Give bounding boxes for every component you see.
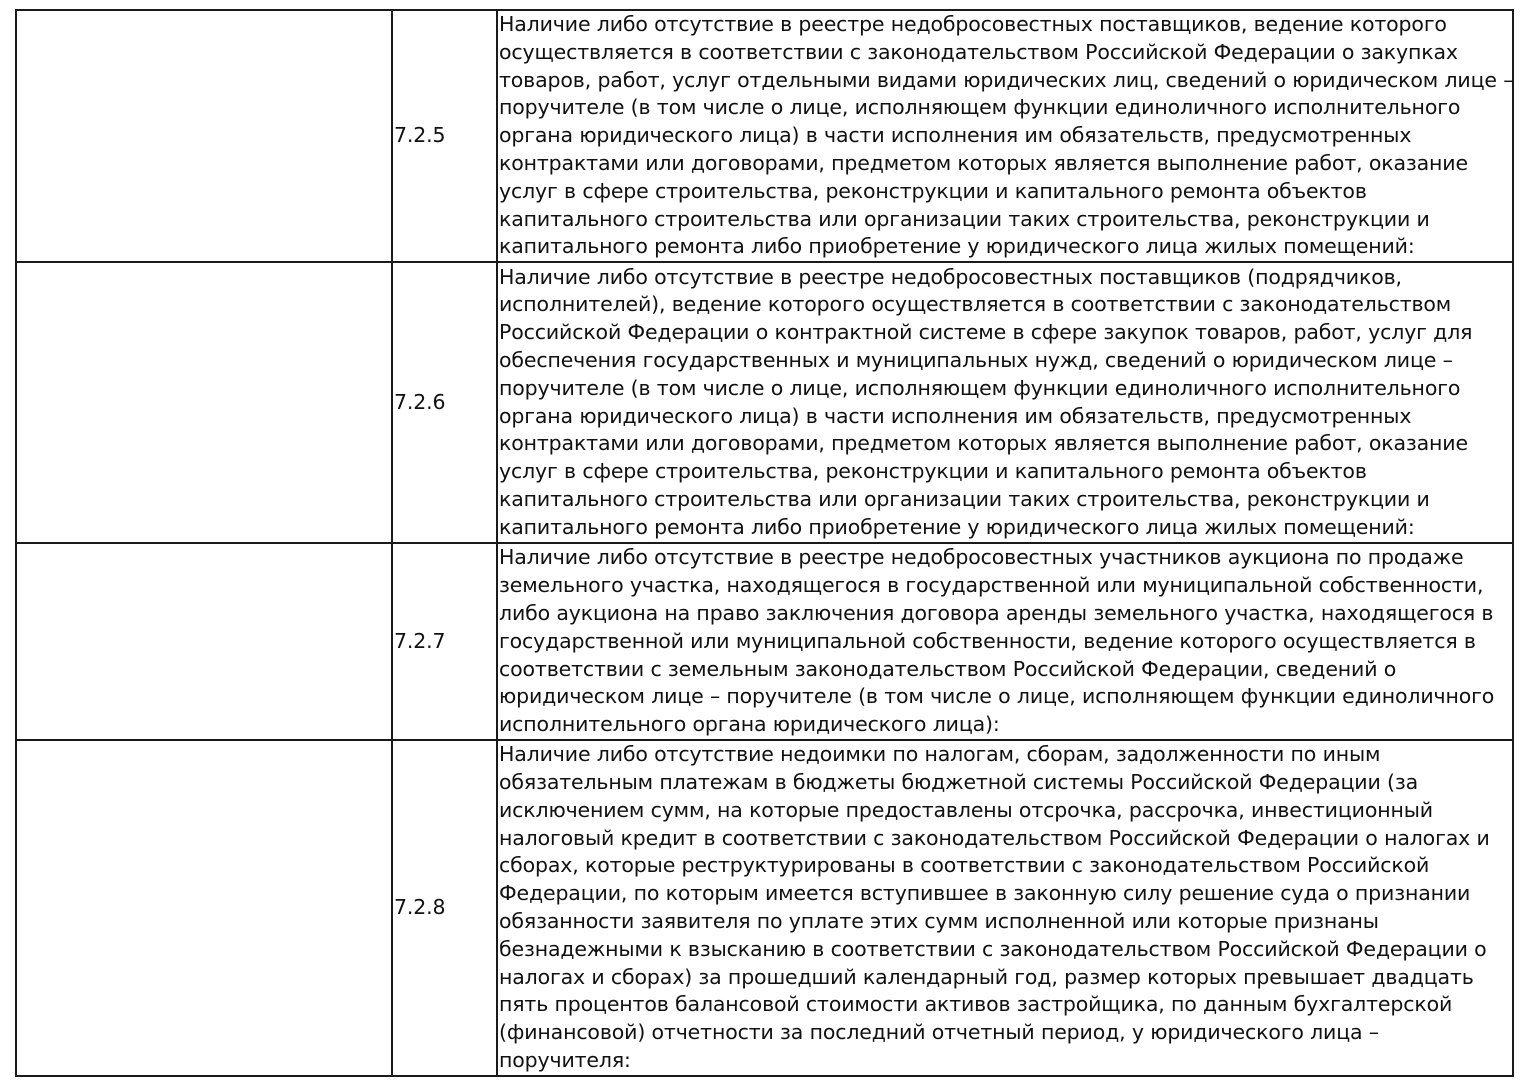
description-line: Наличие либо отсутствие в реестре недобросовестных поставщиков, ведение которого xyxy=(499,12,1447,36)
description-line: контрактами или договорами, предметом которых является выполнение работ, оказание xyxy=(499,431,1468,456)
item-number: 7.2.5 xyxy=(392,10,497,262)
description-line: поручителе (в том числе о лице, исполняющем функции единоличного исполнительного xyxy=(499,375,1461,400)
description-line: органа юридического лица) в части исполнения им обязательств, предусмотренных xyxy=(499,403,1412,428)
description-line: услуг в сфере строительства, реконструкции и капитального ремонта объектов xyxy=(499,178,1367,203)
item-number: 7.2.7 xyxy=(392,543,497,740)
description-line: исключением сумм, на которые предоставлены отсрочка, рассрочка, инвестиционный xyxy=(499,797,1433,822)
description-line: обязанности заявителя по уплате этих сумм исполненной или которые признаны xyxy=(499,908,1379,933)
requirements-table xyxy=(15,9,1514,1077)
description-line: юридическом лице – поручителе (в том числе о лице, исполняющем функции единоличного xyxy=(499,684,1495,709)
description-line: исполнителей), ведение которого осуществляется в соответствии с законодательством xyxy=(499,292,1452,317)
table-row xyxy=(16,740,1513,1076)
description-line: осуществляется в соответствии с законодательством Российской Федерации о закупках xyxy=(499,39,1458,64)
description-line: капитального строительства или организации таких строительства, реконструкции и xyxy=(499,206,1430,231)
description-line: Наличие либо отсутствие в реестре недобросовестных поставщиков (подрядчиков, xyxy=(499,264,1402,289)
description-line: Наличие либо отсутствие недоимки по налогам, сборам, задолженности по иным xyxy=(499,742,1381,767)
description-line: исполнительного органа юридического лица): xyxy=(499,712,1000,737)
description-line: органа юридического лица) в части исполнения им обязательств, предусмотренных xyxy=(499,123,1412,148)
table-row xyxy=(16,262,1513,543)
description-line: соответствии с земельным законодательством Российской Федерации, сведений о xyxy=(499,656,1397,681)
description-line: государственной или муниципальной собственности, ведение которого осуществляется в xyxy=(499,628,1476,653)
description-line: сборах, которые реструктурированы в соответствии с законодательством Российской xyxy=(499,853,1430,878)
description-line: услуг в сфере строительства, реконструкции и капитального ремонта объектов xyxy=(499,459,1367,484)
description-line: либо аукциона на право заключения договора аренды земельного участка, находящегося в xyxy=(499,600,1494,625)
requirements-table-body xyxy=(16,10,1513,1076)
description-line: земельного участка, находящегося в государственной или муниципальной собственности, xyxy=(499,573,1484,598)
description-line: товаров, работ, услуг отдельными видами юридических лиц, сведений о юридическом лице – xyxy=(499,67,1514,92)
empty-cell xyxy=(16,262,392,543)
description-line: Наличие либо отсутствие в реестре недобросовестных участников аукциона по продаже xyxy=(499,545,1464,570)
item-description xyxy=(497,262,1513,543)
item-description xyxy=(497,740,1513,1076)
description-line: капитального строительства или организации таких строительства, реконструкции и xyxy=(499,487,1430,512)
description-line: обеспечения государственных и муниципальных нужд, сведений о юридическом лице – xyxy=(499,348,1453,373)
description-line: Федерации, по которым имеется вступившее в законную силу решение суда о признании xyxy=(499,881,1471,906)
description-line: Российской Федерации о контрактной системе в сфере закупок товаров, работ, услуг для xyxy=(499,320,1473,345)
description-line: поручителе (в том числе о лице, исполняющем функции единоличного исполнительного xyxy=(499,95,1461,120)
table-row xyxy=(16,10,1513,262)
description-line: поручителя: xyxy=(499,1047,631,1072)
description-line: пять процентов балансовой стоимости активов застройщика, по данным бухгалтерской xyxy=(499,992,1453,1017)
empty-cell xyxy=(16,543,392,740)
item-number: 7.2.8 xyxy=(392,740,497,1076)
item-number: 7.2.6 xyxy=(392,262,497,543)
description-line: контрактами или договорами, предметом которых является выполнение работ, оказание xyxy=(499,150,1468,175)
description-line: обязательным платежам в бюджеты бюджетной системы Российской Федерации (за xyxy=(499,769,1419,794)
description-line: капитального ремонта либо приобретение у юридического лица жилых помещений: xyxy=(499,234,1415,259)
item-description xyxy=(497,10,1513,262)
description-line: безнадежными к взысканию в соответствии с законодательством Российской Федерации о xyxy=(499,936,1487,961)
description-line: налогах и сборах) за прошедший календарный год, размер которых превышает двадцать xyxy=(499,964,1474,989)
description-line: налоговый кредит в соответствии с законодательством Российской Федерации о налогах и xyxy=(499,825,1490,850)
description-line: (финансовой) отчетности за последний отчетный период, у юридического лица – xyxy=(499,1020,1379,1045)
table-row xyxy=(16,543,1513,740)
item-description xyxy=(497,543,1513,740)
description-line: капитального ремонта либо приобретение у юридического лица жилых помещений: xyxy=(499,514,1415,539)
empty-cell xyxy=(16,10,392,262)
empty-cell xyxy=(16,740,392,1076)
